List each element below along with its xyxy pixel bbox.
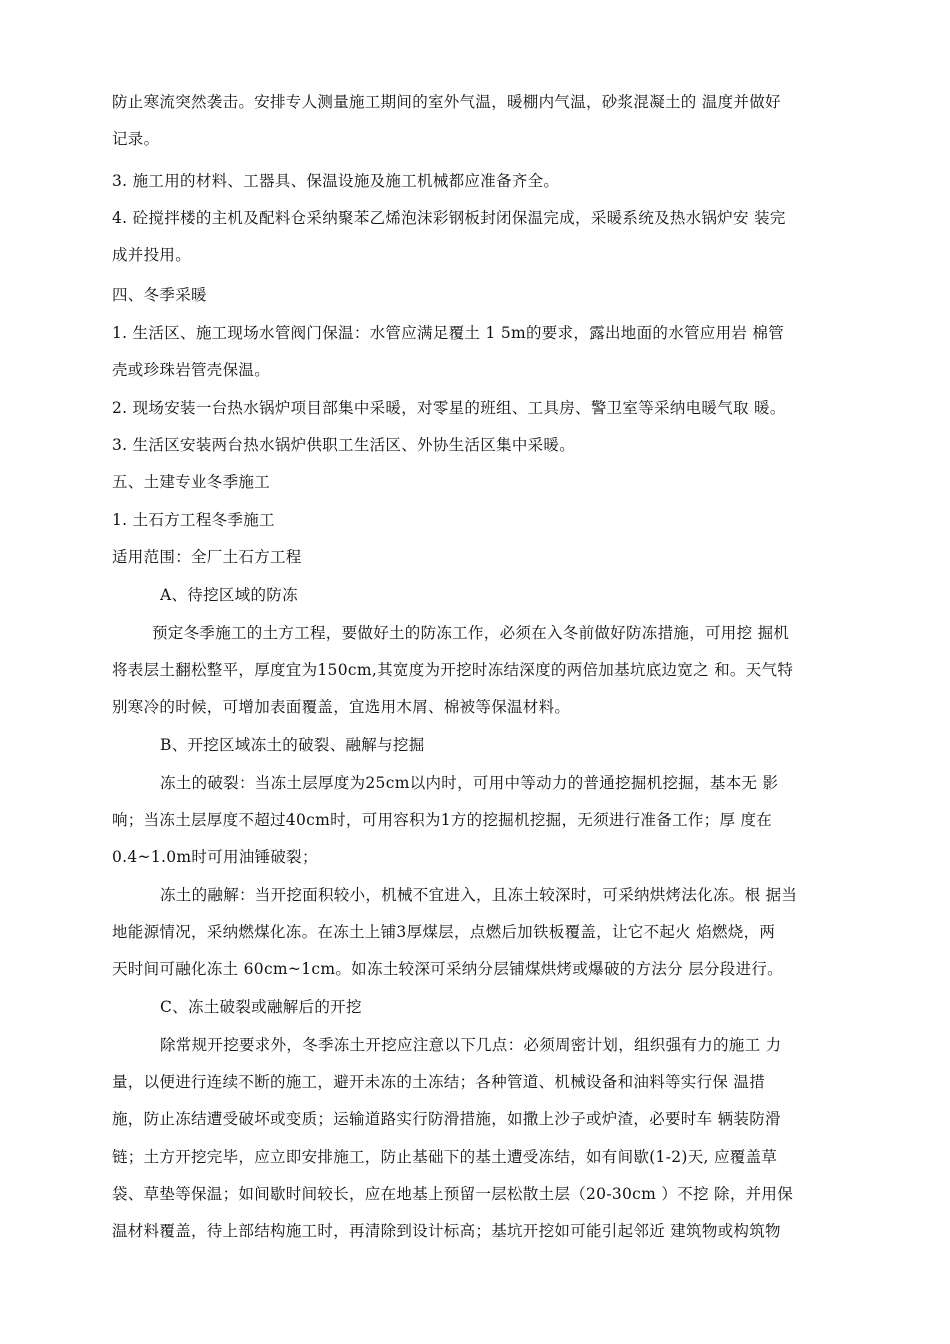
text-line: 防止寒流突然袭击。安排专人测量施工期间的室外气温，暖棚内气温，砂浆混凝土的 温度并做好 bbox=[112, 93, 781, 111]
text-line: 3. 施工用的材料、工器具、保温设施及施工机械都应准备齐全。 bbox=[112, 172, 560, 190]
subsection-heading: 1. 土石方工程冬季施工 bbox=[112, 511, 275, 529]
text-line: 壳或珍珠岩管壳保温。 bbox=[112, 361, 271, 379]
text-line: 施，防止冻结遭受破坏或变质；运输道路实行防滑措施，如撒上沙子或炉渣，必要时车 辆装防滑 bbox=[112, 1110, 781, 1128]
text-line: 3. 生活区安装两台热水锅炉供职工生活区、外协生活区集中采暖。 bbox=[112, 436, 576, 454]
subsection-heading: C、冻土破裂或融解后的开挖 bbox=[160, 998, 362, 1016]
text-line: 量，以便进行连续不断的施工，避开未冻的土冻结；各种管道、机械设备和油料等实行保 温措 bbox=[112, 1073, 766, 1091]
text-line: 响；当冻土层厚度不超过40cm时，可用容积为1方的挖掘机挖掘，无须进行准备工作；厚 度在 bbox=[112, 811, 773, 829]
text-line: 1. 生活区、施工现场水管阀门保温：水管应满足覆土 1 5m的要求，露出地面的水管应用岩 棉管 bbox=[112, 324, 785, 342]
section-heading: 五、土建专业冬季施工 bbox=[112, 473, 271, 491]
paragraph-first-line: 除常规开挖要求外，冬季冻土开挖应注意以下几点：必须周密计划，组织强有力的施工 力 bbox=[160, 1036, 782, 1054]
text-line: 地能源情况，采纳燃煤化冻。在冻土上铺3厚煤层，点燃后加铁板覆盖，让它不起火 焰燃烧，两 bbox=[112, 923, 776, 941]
text-line: 0.4~1.0m时可用油锤破裂； bbox=[112, 848, 318, 866]
subsection-heading: B、开挖区域冻土的破裂、融解与挖掘 bbox=[160, 736, 425, 754]
paragraph-first-line: 冻土的破裂：当冻土层厚度为25cm以内时，可用中等动力的普通挖掘机挖掘，基本无 影 bbox=[160, 774, 779, 792]
text-line: 记录。 bbox=[112, 130, 160, 148]
text-line: 袋、草垫等保温；如间歇时间较长，应在地基上预留一层松散土层（20-30cm ）不挖 除，并用保 bbox=[112, 1185, 794, 1203]
text-line: 将表层土翻松整平，厚度宜为150cm,其宽度为开挖时冻结深度的两倍加基坑底边宽之 和。天气特 bbox=[112, 661, 794, 679]
text-line: 4. 砼搅拌楼的主机及配料仓采纳聚苯乙烯泡沫彩钢板封闭保温完成，采暖系统及热水锅炉安 装完 bbox=[112, 209, 786, 227]
text-line: 别寒冷的时候，可增加表面覆盖，宜选用木屑、棉被等保温材料。 bbox=[112, 698, 571, 716]
subsection-heading: A、待挖区域的防冻 bbox=[160, 586, 298, 604]
paragraph-first-line: 冻土的融解：当开挖面积较小，机械不宜进入，且冻土较深时，可采纳烘烤法化冻。根 据当 bbox=[160, 886, 798, 904]
text-line: 适用范围：全厂土石方工程 bbox=[112, 548, 302, 566]
text-line: 温材料覆盖，待上部结构施工时，再清除到设计标高；基坑开挖如可能引起邻近 建筑物或构筑物 bbox=[112, 1222, 781, 1240]
text-line: 成并投用。 bbox=[112, 246, 192, 264]
paragraph-first-line: 预定冬季施工的土方工程，要做好土的防冻工作，必须在入冬前做好防冻措施，可用挖 掘机 bbox=[152, 624, 790, 642]
text-line: 2. 现场安装一台热水锅炉项目部集中采暖，对零星的班组、工具房、警卫室等采纳电暖气取 暖。 bbox=[112, 399, 786, 417]
text-line: 天时间可融化冻土 60cm~1cm。如冻土较深可采纳分层铺煤烘烤或爆破的方法分 层分段进行。 bbox=[112, 960, 783, 978]
text-line: 链；土方开挖完毕，应立即安排施工，防止基础下的基土遭受冻结，如有间歇(1-2)天, 应覆盖草 bbox=[112, 1148, 778, 1166]
section-heading: 四、冬季采暖 bbox=[112, 286, 207, 304]
